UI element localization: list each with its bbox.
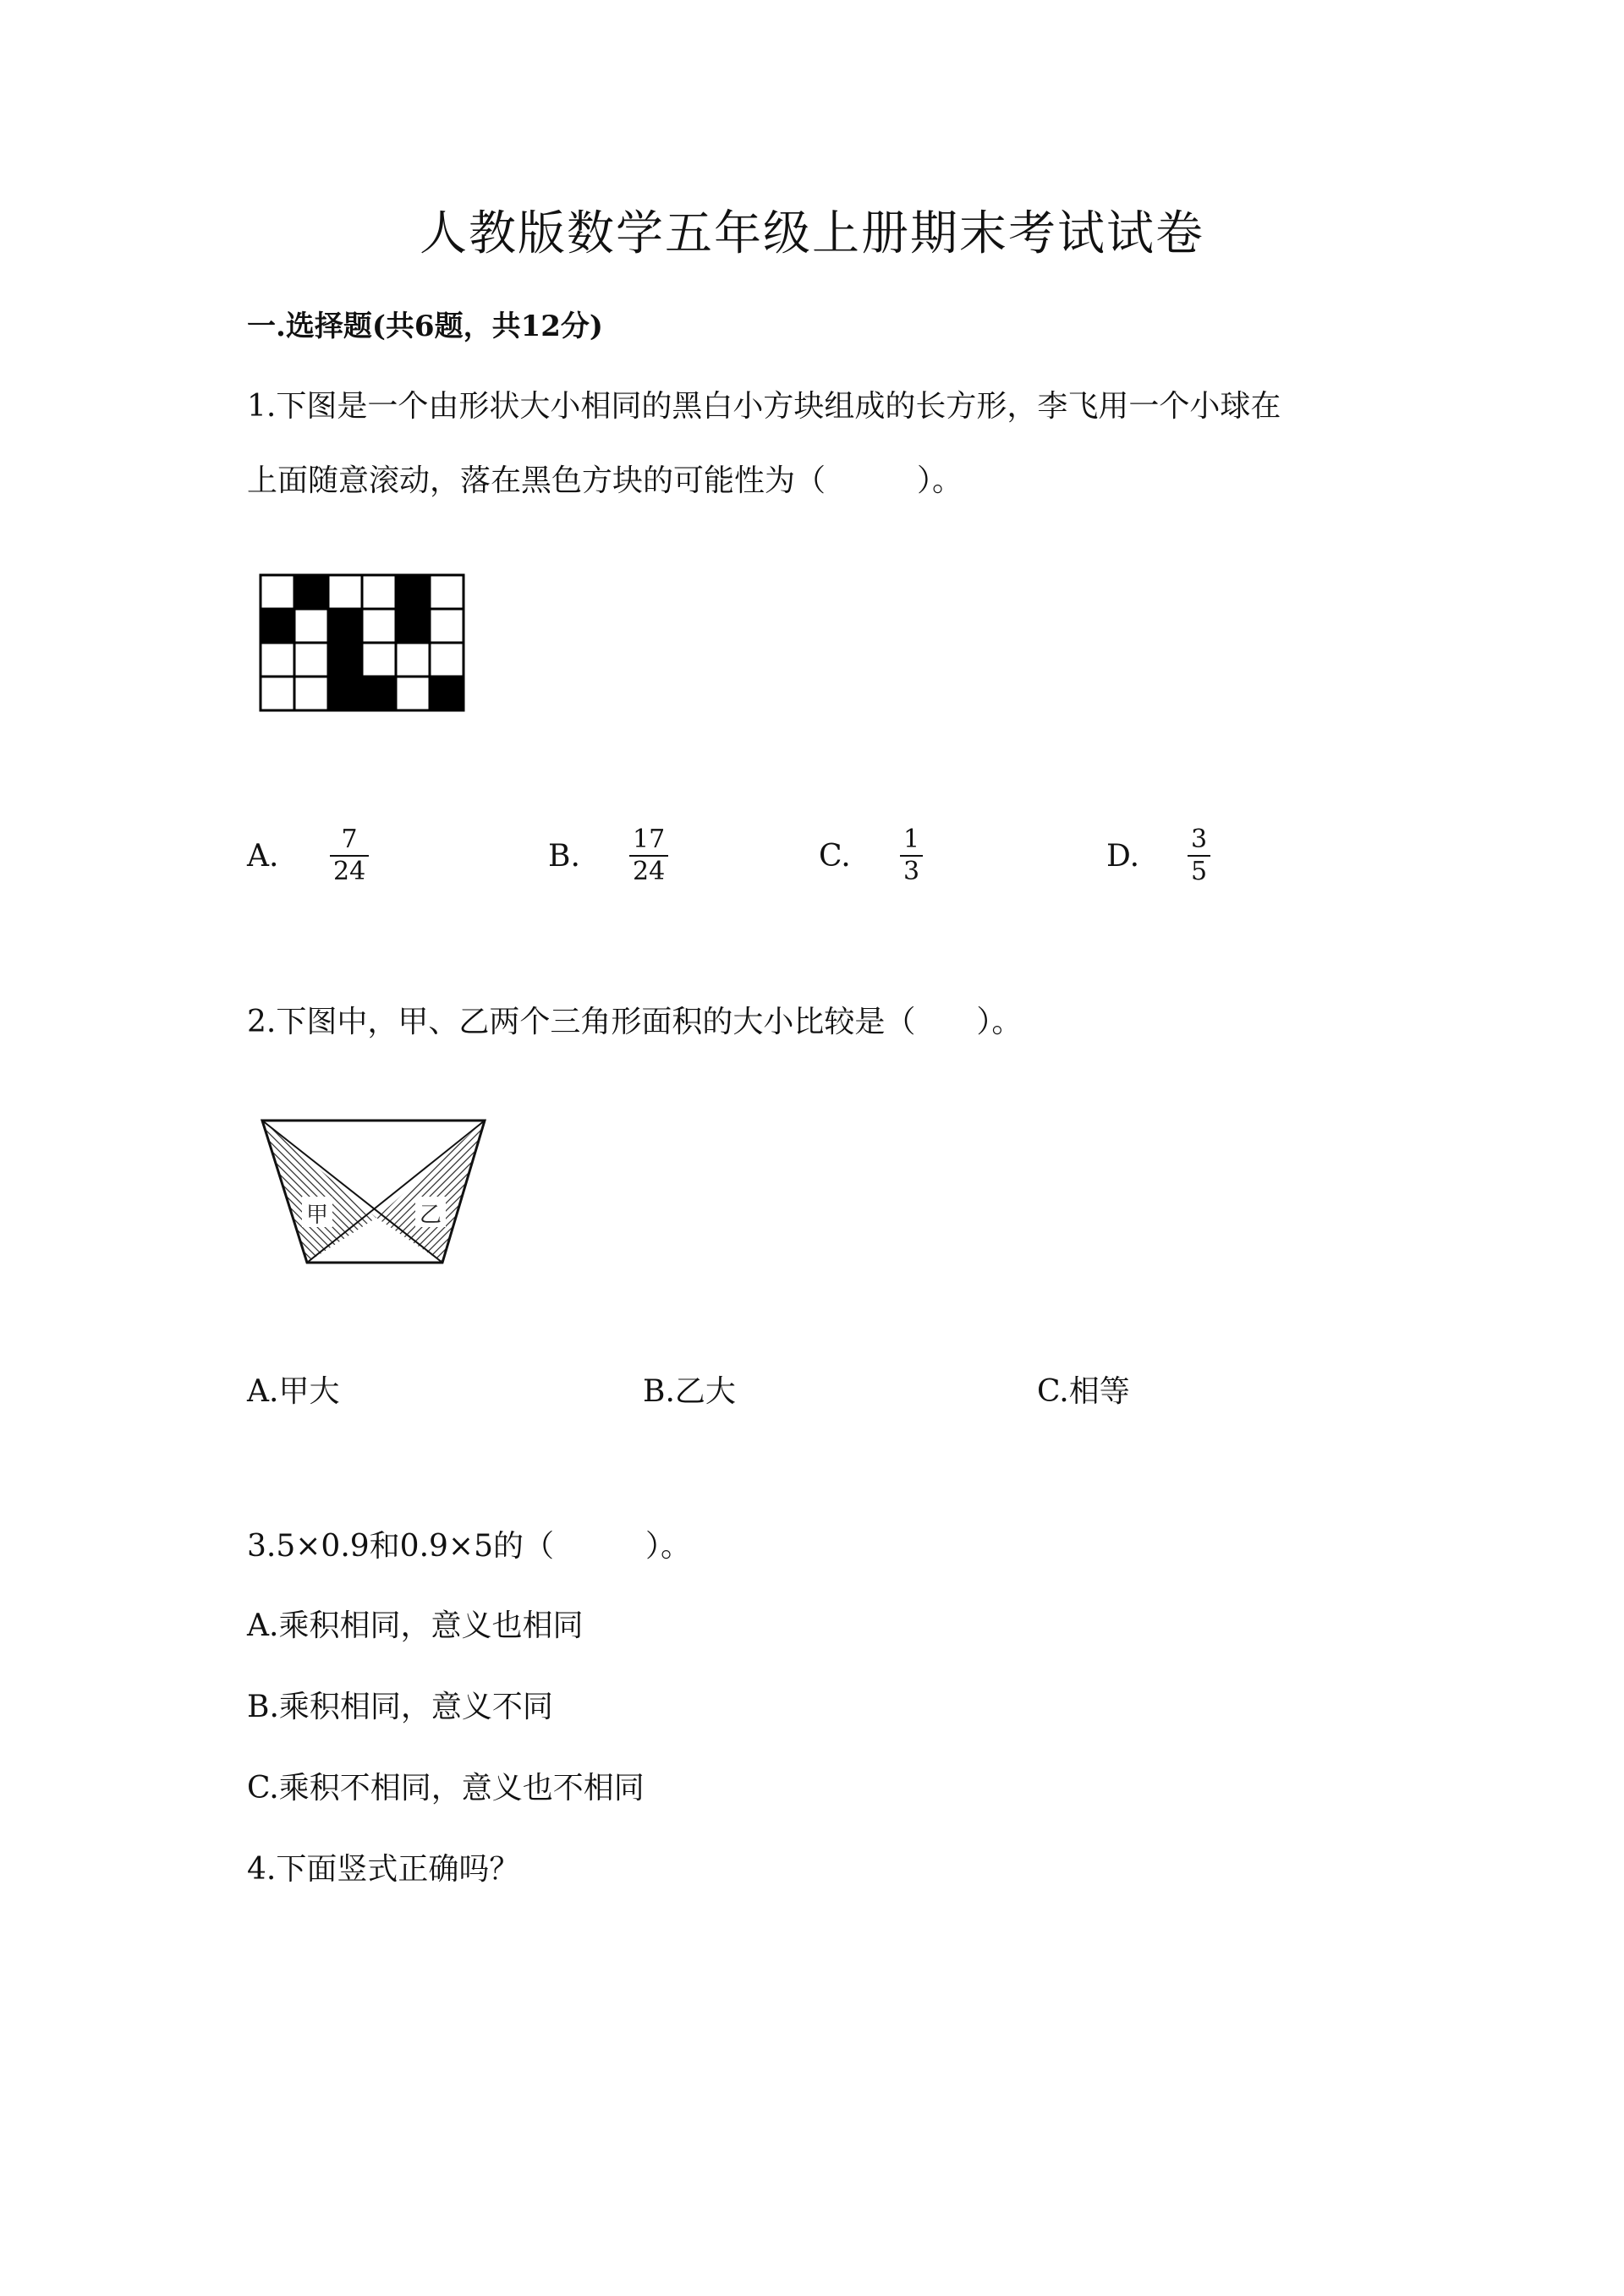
hatch-line [369,1112,491,1273]
hatch-line [324,1112,485,1273]
grid-cell-black [328,677,362,710]
hatch-line [258,1112,339,1273]
grid-cell-black [396,575,430,609]
hatch-line [305,1112,469,1273]
question-1-line-1: 1.下图是一个由形状大小相同的黑白小方块组成的长方形，李飞用一个小球在 [247,389,1281,424]
grid-cell-white [261,677,294,710]
q1-option-b-letter[interactable]: B. [548,839,580,874]
q1-option-b-fraction [629,826,668,885]
triangle-yi-hatching [258,1112,491,1273]
q2-option-b[interactable]: B.乙大 [643,1374,736,1409]
q3-option-a[interactable]: A.乘积相同，意义也相同 [247,1608,584,1643]
q1-option-a-letter[interactable]: A. [247,839,279,874]
q1-option-b-numerator: 17 [633,825,666,854]
hatch-line [484,1112,491,1273]
grid-cell-white [396,643,430,677]
hatch-line [285,1112,446,1273]
question-3-text: 3.5×0.9和0.9×5的（ ）。 [247,1529,691,1564]
grid-cell-white [294,677,328,710]
grid-cell-white [362,609,396,643]
q1-option-d-numerator: 3 [1191,825,1208,854]
hatch-line [354,1112,491,1273]
hatch-line [258,1112,263,1273]
q1-option-d-letter[interactable]: D. [1106,839,1140,874]
q1-option-c-letter[interactable]: C. [819,839,851,874]
q1-option-d-denominator: 5 [1191,856,1208,886]
hatch-line [453,1112,491,1273]
grid-cell-black [430,677,464,710]
q1-option-d-fraction [1188,826,1210,885]
trapezoid-outline [262,1121,485,1263]
grid-cell-black [362,677,396,710]
hatch-line [453,1112,491,1273]
hatch-line [258,1112,385,1273]
page-title: 人教版数学五年级上册期末考试试卷 [420,206,1204,261]
grid-cell-white [362,643,396,677]
grid-cell-black [328,609,362,643]
grid-cell-white [261,643,294,677]
hatch-line [258,1112,294,1273]
q1-option-b-denominator: 24 [633,856,666,886]
hatch-line [258,1112,377,1273]
hatch-line [483,1112,491,1273]
hatch-line [258,1112,363,1273]
q3-option-b[interactable]: B.乘积相同，意义不同 [247,1690,553,1724]
hatch-line [258,1112,386,1273]
hatch-line [270,1112,431,1273]
hatch-line [399,1112,491,1273]
hatch-line [258,1112,294,1273]
hatch-line [258,1112,378,1273]
hatch-line [476,1112,491,1273]
grid-cell-white [430,643,464,677]
hatch-line [258,1112,362,1273]
hatch-line [258,1112,408,1273]
question-4-text: 4.下面竖式正确吗？ [247,1852,520,1887]
question-2-text: 2.下图中，甲、乙两个三角形面积的大小比较是（ ）。 [247,1005,1023,1039]
hatch-line [370,1112,491,1273]
hatch-line [258,1112,409,1273]
q1-option-a-denominator: 24 [333,856,366,886]
grid-cell-white [294,643,328,677]
grid-cell-white [430,609,464,643]
hatch-line [286,1112,447,1273]
q2-option-a[interactable]: A.甲大 [247,1374,340,1409]
hatch-line [271,1112,431,1273]
question-1-grid [258,573,471,716]
hatch-line [323,1112,484,1273]
grid-cell-black [328,643,362,677]
q1-option-c-fraction [900,826,923,885]
q1-option-c-numerator: 1 [903,825,920,854]
grid-cell-white [294,609,328,643]
q3-option-c[interactable]: C.乘积不相同，意义也不相同 [247,1771,645,1806]
question-2-triangle-figure [258,1112,491,1273]
grid-cell-black [294,575,328,609]
grid-cell-white [396,677,430,710]
q1-option-c-denominator: 3 [903,856,920,886]
hatch-line [262,1112,423,1273]
hatch-line [258,1112,264,1273]
grid-cell-black [261,609,294,643]
hatch-line [475,1112,491,1273]
q1-option-a-numerator: 7 [341,825,358,854]
triangle-yi-label: 乙 [419,1203,442,1228]
hatch-line [263,1112,424,1273]
hatch-line [294,1112,454,1273]
hatch-line [354,1112,491,1273]
grid-cell-black [396,609,430,643]
hatch-line [258,1112,271,1273]
hatch-line [431,1112,491,1273]
grid-cell-white [261,575,294,609]
q1-option-a-fraction [330,826,369,885]
hatch-line [446,1112,491,1273]
hatch-line [293,1112,453,1273]
hatch-line [316,1112,477,1273]
triangle-jia-hatching [258,1112,491,1273]
triangle-jia-label: 甲 [305,1203,329,1228]
hatch-line [258,1112,279,1273]
grid-cell-white [430,575,464,609]
grid-cell-white [362,575,396,609]
question-1-line-2: 上面随意滚动，落在黑色方块的可能性为（ ）。 [247,463,963,498]
section-heading: 一.选择题(共6题，共12分) [247,310,603,343]
grid-cell-white [328,575,362,609]
hatch-line [258,1112,272,1273]
q2-option-c[interactable]: C.相等 [1037,1374,1130,1409]
